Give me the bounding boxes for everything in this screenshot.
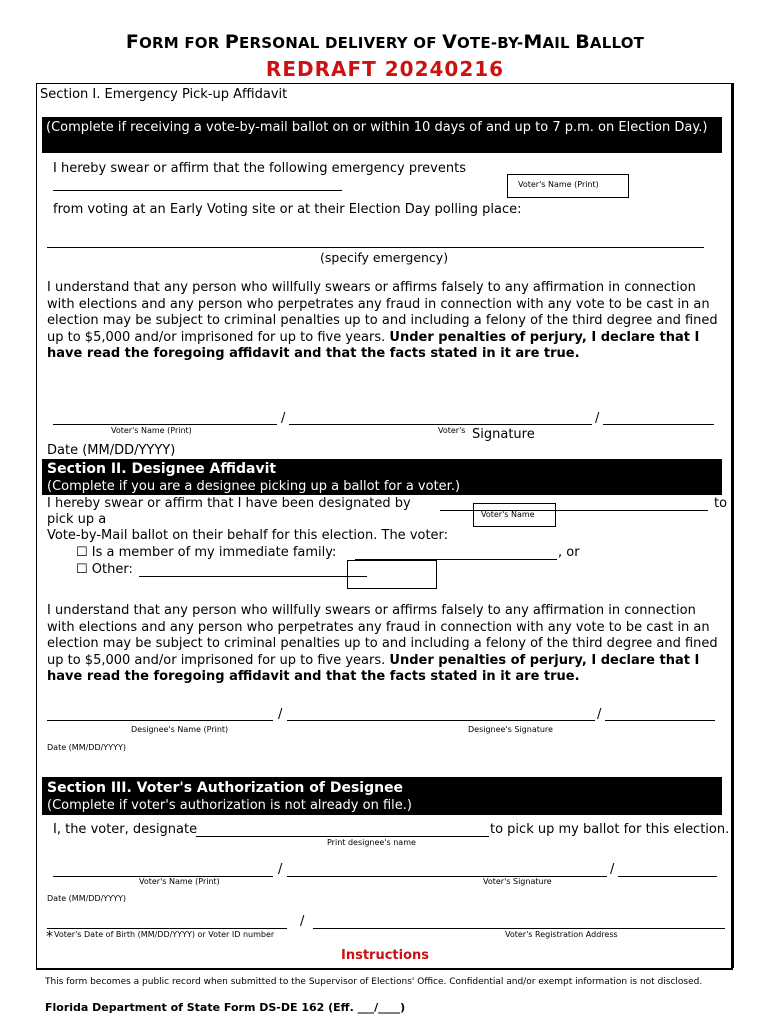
section1-swear-text: I hereby swear or affirm that the following emergency prevents (53, 161, 466, 176)
voter-signature-label-3: Voter's Signature (483, 877, 552, 886)
section2-to-text: to (714, 496, 728, 511)
voter-name-box: Voter's Name (Print) (507, 174, 629, 198)
section2-penalty: I understand that any person who willfully swears or affirms falsely to any affirmation in connection with elections and any person who perpetrates any fraud in connection with any vote to be cast in an election may be subject to criminal penalties up to and including a felony of the third degree and fined up to $5,000 and/or imprisoned for up to five years. Under penalties of perjury, I declare that I have read the foregoing affidavit and that the facts stated in it are true. (47, 603, 718, 684)
slash: / (610, 862, 615, 877)
voter-name-label: Voter's Name (Print) (111, 426, 192, 435)
section1-date-label: Date (MM/DD/YYYY) (47, 443, 176, 458)
voter-date-line-3[interactable] (618, 876, 717, 877)
ballot-text: Vote-by-Mail ballot on their behalf for this election. The voter: (47, 528, 449, 543)
section1-polling-text: from voting at an Early Voting site or at their Election Day polling place: (53, 202, 522, 217)
checkbox-family[interactable]: ☐ (76, 545, 88, 560)
voter-sig-label-small: Voter's (438, 426, 466, 435)
slash: / (278, 707, 283, 722)
address-line[interactable] (313, 928, 725, 929)
section1-heading: Section I. Emergency Pick-up Affidavit (40, 87, 288, 102)
voter-name-box-2: Voter's Name (473, 503, 556, 527)
divider (36, 968, 733, 970)
voter-name-line[interactable] (53, 190, 342, 191)
section2-heading: Section II. Designee Affidavit (47, 461, 277, 477)
slash: / (278, 862, 283, 877)
designee-date-line[interactable] (605, 720, 715, 721)
designee-signature-line[interactable] (287, 720, 595, 721)
section1-name-line[interactable] (53, 424, 277, 425)
designee-signature-label: Designee's Signature (468, 725, 553, 734)
option-other: ☐ Other: (76, 562, 133, 577)
slash: / (300, 914, 305, 929)
option-family-suffix: , or (558, 545, 580, 560)
designee-name-line[interactable] (47, 720, 273, 721)
section1-penalty: I understand that any person who willfully swears or affirms falsely to any affirmation in connection with elections and any person who perpetrates any fraud in connection with any vote to be cast in an election may be subject to criminal penalties up to and including a felony of the third degree and fined up to $5,000 and/or imprisoned for up to five years. Under penalties of perjury, I declare that I have read the foregoing affidavit and that the facts stated in it are true. (47, 280, 718, 361)
form-title: FORM FOR PERSONAL DELIVERY OF VOTE-BY-MAIL BALLOT (125, 31, 645, 53)
section3-instruction: (Complete if voter's authorization is not already on file.) (47, 798, 412, 813)
voter-sig-label-large: Signature (472, 427, 535, 442)
slash: / (597, 707, 602, 722)
option-family: ☐ Is a member of my immediate family: (76, 545, 337, 560)
print-designee-label: Print designee's name (327, 838, 416, 847)
address-label: Voter's Registration Address (505, 930, 618, 939)
public-record-note: This form becomes a public record when submitted to the Supervisor of Elections' Office. Confidential and/or exempt information is not disclosed. (45, 977, 703, 987)
slash: / (281, 411, 286, 426)
dob-line[interactable] (47, 928, 287, 929)
section3-heading: Section III. Voter's Authorization of Designee (47, 780, 404, 796)
slash: / (595, 411, 600, 426)
asterisk-mark: * (46, 929, 53, 945)
checkbox-other[interactable]: ☐ (76, 562, 88, 577)
designee-print-line[interactable] (196, 836, 489, 837)
other-line[interactable] (139, 576, 367, 577)
voter-signature-line-3[interactable] (287, 876, 607, 877)
dob-label: Voter's Date of Birth (MM/DD/YYYY) or Voter ID number (54, 930, 275, 939)
section3-date-label: Date (MM/DD/YYYY) (47, 894, 126, 903)
redraft-stamp: REDRAFT 20240216 (265, 57, 505, 81)
form-id: Florida Department of State Form DS-DE 162 (Eff. ___/____) (45, 1001, 406, 1014)
designate-text: I, the voter, designate (53, 822, 198, 837)
section1-signature-line[interactable] (289, 424, 592, 425)
other-box (347, 560, 437, 589)
specify-emergency-label: (specify emergency) (320, 250, 449, 265)
designee-name-label: Designee's Name (Print) (131, 725, 229, 734)
pickup-text: pick up a (47, 512, 107, 527)
section2-instruction: (Complete if you are a designee picking up a ballot for a voter.) (47, 479, 461, 494)
section1-date-line[interactable] (603, 424, 714, 425)
emergency-line[interactable] (47, 247, 704, 248)
section2-swear-text: I hereby swear or affirm that I have been designated by (47, 496, 411, 511)
section1-instruction: (Complete if receiving a vote-by-mail ballot on or within 10 days of and up to 7 p.m. on Election Day.) (42, 117, 722, 153)
instructions-heading: Instructions (340, 948, 429, 963)
section2-date-label: Date (MM/DD/YYYY) (47, 743, 126, 752)
voter-name-label-3: Voter's Name (Print) (139, 877, 220, 886)
pickup-ballot-text: to pick up my ballot for this election. (490, 822, 730, 837)
